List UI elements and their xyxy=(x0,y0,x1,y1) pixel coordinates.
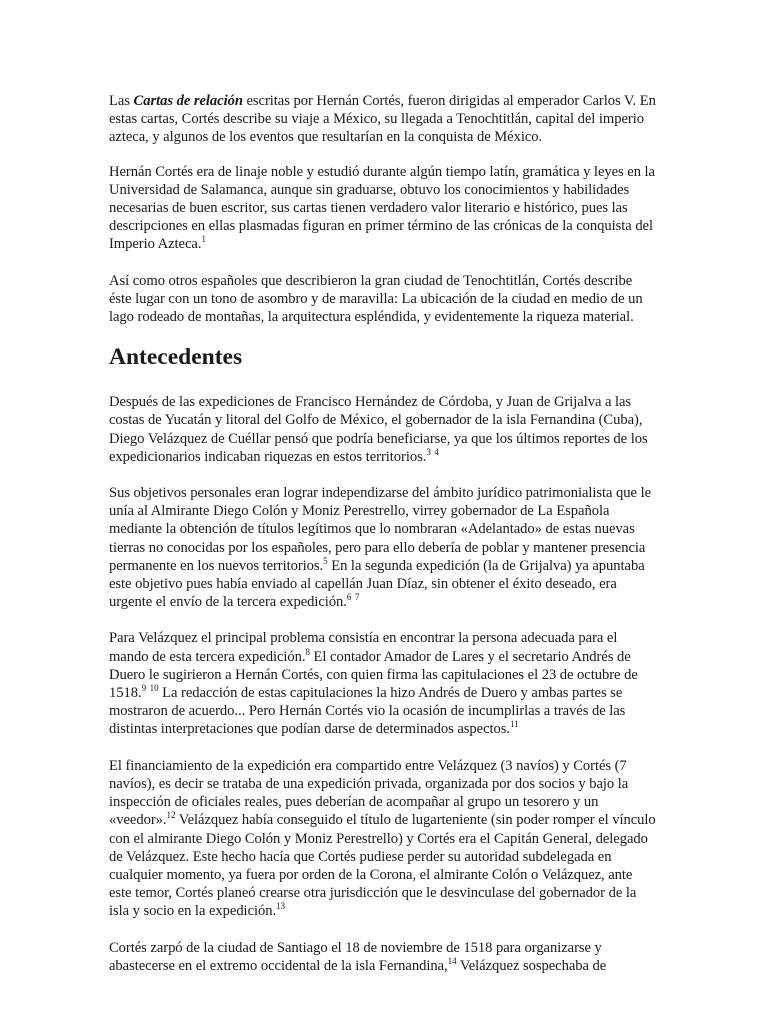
text-run: La redacción de estas capitulaciones la hizo Andrés de Duero y ambas partes se mostraron de acuerdo... Pero Hernán Cortés vio la ocasión de incumplirlas a través de las distintas interpretaciones que podían darse de determinados aspectos. xyxy=(109,685,626,738)
footnote-ref[interactable]: 10 xyxy=(149,683,159,694)
document-body xyxy=(109,92,657,993)
text-run: Para Velázquez el principal problema consistía en encontrar la persona adecuada para el mando de esta tercera expedición. xyxy=(109,630,618,665)
text-run: Después de las expediciones de Francisco Hernández de Córdoba, y Juan de Grijalva a las costas de Yucatán y litoral del Golfo de México, el gobernador de la isla Fernandina (Cuba), Diego Velázquez de Cuéllar pensó que podría beneficiarse, ya que los últimos reportes de los expedicionarios indicaban riquezas en estos territorios. xyxy=(109,394,648,465)
footnote-ref[interactable]: 5 xyxy=(323,555,328,566)
footnote-ref[interactable]: 1 xyxy=(201,234,206,245)
text-run: El financiamiento de la expedición era compartido entre Velázquez (3 navíos) y Cortés (7 navíos), es decir se trataba de una expedición privada, organizada por dos socios y bajo la inspección de oficiales reales, pues deberían de acompañar al grupo un tesorero y un «veedor». xyxy=(109,757,629,829)
footnote-ref[interactable]: 9 xyxy=(141,683,147,694)
paragraph-intro xyxy=(109,92,657,147)
paragraph-cortes-background xyxy=(109,163,657,254)
paragraph-tenochtitlan xyxy=(109,272,657,327)
footnote-ref[interactable]: 8 xyxy=(305,646,310,657)
footnote-ref[interactable]: 3 xyxy=(426,446,431,457)
paragraph-expeditions xyxy=(109,393,657,466)
text-run: En la segunda expedición (la de Grijalva) ya apuntaba este objetivo pues había enviado al capellán Juan Díaz, sin obtener el éxito deseado, era urgente el envío de la tercera expedición. xyxy=(109,557,645,611)
paragraph-departure xyxy=(109,939,657,975)
text-run: Cortés zarpó de la ciudad de Santiago el 18 de noviembre de 1518 para organizarse y abastecerse en el extremo occidental de la isla Fernandina, xyxy=(109,939,602,974)
text-run: escritas por Hernán Cortés, fueron dirigidas al emperador Carlos V. En estas cartas, Cortés describe su viaje a México, su llegada a Tenochtitlán, capital del imperio azteca, y algunos de los eventos que resultarían en la conquista de México. xyxy=(109,93,656,146)
text-run: Sus objetivos personales eran lograr independizarse del ámbito jurídico patrimonialista que le unía al Almirante Diego Colón y Moniz Perestrello, virrey gobernador de La Española mediante la obtención de títulos legítimos que lo nombraran «Adelantado» de estas nuevas tierras no conocidas por los españoles, pero para ello debería de poblar y mantener presencia permanente en los nuevos territorios. xyxy=(109,485,652,574)
text-run: Las xyxy=(109,93,134,109)
text-run: Hernán Cortés era de linaje noble y estudió durante algún tiempo latín, gramática y leyes en la Universidad de Salamanca, aunque sin graduarse, obtuvo los conocimientos y habilidades necesarias de buen escritor, sus cartas tienen verdadero valor literario e histórico, pues las descripciones en ellas plasmadas figuran en primer término de las crónicas de la conquista del Imperio Azteca. xyxy=(109,163,655,253)
text-run: Velázquez sospechaba de xyxy=(456,957,607,974)
footnote-ref[interactable]: 4 xyxy=(434,446,439,457)
footnote-ref[interactable]: 7 xyxy=(354,592,360,603)
paragraph-command xyxy=(109,629,657,738)
footnote-ref[interactable]: 6 xyxy=(346,592,352,603)
footnote-ref[interactable]: 14 xyxy=(447,955,457,966)
paragraph-objectives xyxy=(109,484,657,611)
paragraph-financing xyxy=(109,757,657,921)
footnote-ref[interactable]: 12 xyxy=(166,810,176,821)
text-run: Velázquez había conseguido el título de lugarteniente (sin poder romper el vínculo con el almirante Diego Colón y Moniz Perestrello) y Cortés era el Capitán General, delegado de Velázquez. Este hecho hacía que Cortés pudiese perder su autoridad subdelegada en cualquier momento, ya fuera por orden de la Corona, el almirante Colón o Velázquez, ante este temor, Cortés planeó crearse otra jurisdicción que le desvinculase del gobernador de la isla y socio en la expedición. xyxy=(109,812,656,920)
section-heading: Antecedentes xyxy=(109,344,243,371)
footnote-ref[interactable]: 11 xyxy=(510,719,519,730)
text-run: El contador Amador de Lares y el secretario Andrés de Duero le sugirieron a Hernán Cortés, con quien firma las capitulaciones el 23 de octubre de 1518. xyxy=(109,648,638,702)
footnote-ref[interactable]: 13 xyxy=(276,901,285,912)
text-run: Así como otros españoles que describieron la gran ciudad de Tenochtitlán, Cortés describe éste lugar con un tono de asombro y de maravilla: La ubicación de la ciudad en medio de un lago rodeado de montañas, la arquitectura espléndida, y evidentemente la riqueza material. xyxy=(109,272,643,326)
work-title: Cartas de relación xyxy=(133,93,243,109)
